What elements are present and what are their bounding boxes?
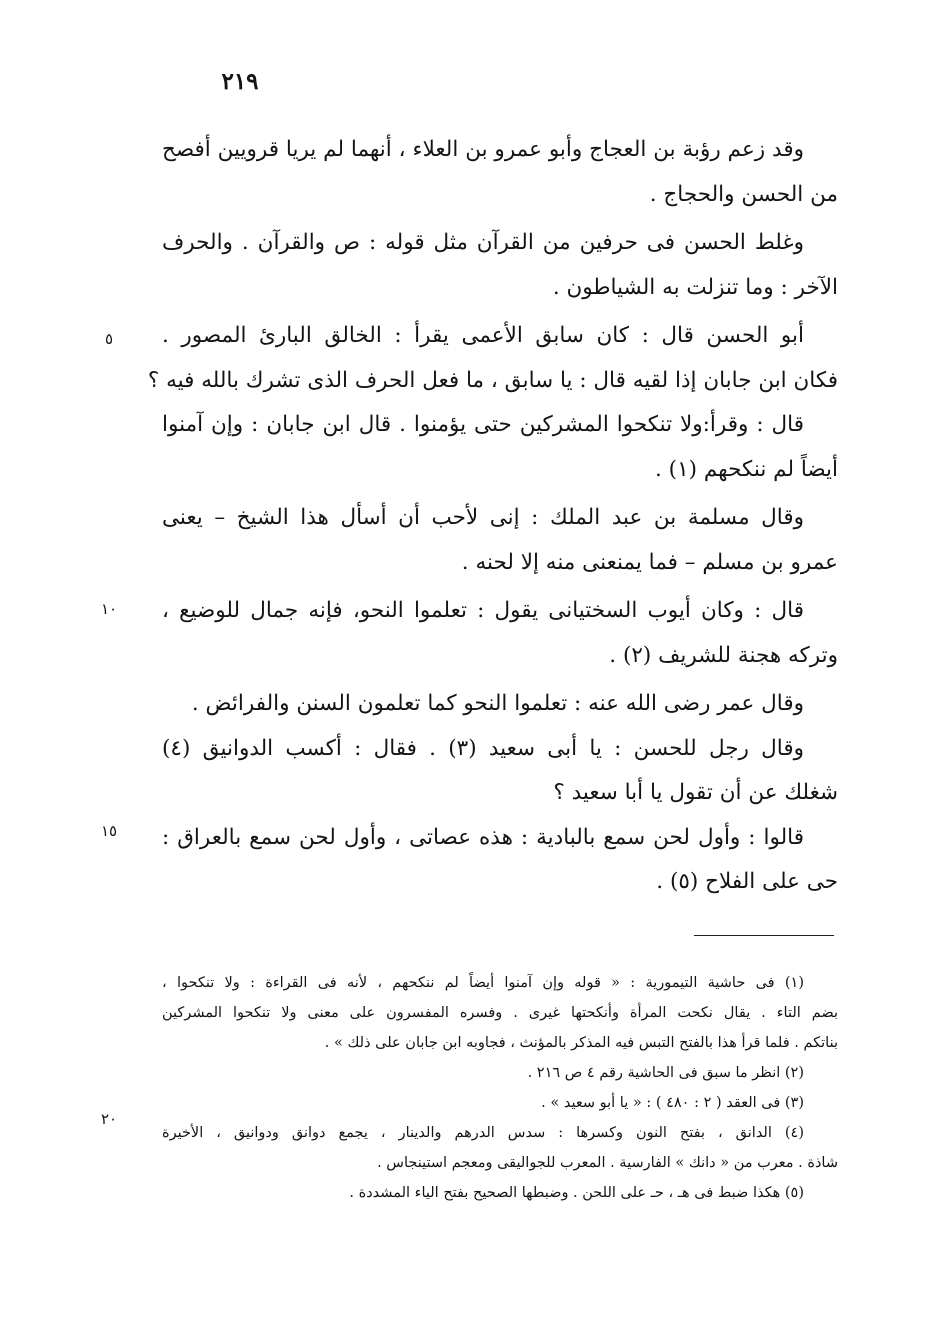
margin-line-number: ٢٠ — [100, 1110, 118, 1128]
text-line: وغلط الحسن فى حرفين من القرآن مثل قوله : ص والقرآن . والحرف — [162, 230, 804, 255]
text-line: عمرو بن مسلم – فما يمنعنى منه إلا لحنه . — [461, 549, 838, 575]
margin-line-number: ٥ — [104, 330, 114, 348]
footnote-separator — [694, 935, 834, 936]
text-line: قال : وقرأ:ولا تنكحوا المشركين حتى يؤمنوا . قال ابن جابان : وإن آمنوا — [162, 412, 804, 437]
margin-line-number: ١٠ — [100, 600, 118, 618]
footnote-line: (٢) انظر ما سبق فى الحاشية رقم ٤ ص ٢١٦ . — [527, 1065, 804, 1081]
text-line: من الحسن والحجاج . — [649, 181, 838, 207]
text-line: وتركه هجنة للشريف (٢) . — [609, 642, 838, 668]
body-text — [147, 128, 838, 905]
text-line: وقال مسلمة بن عبد الملك : إنى لأحب أن أسأل هذا الشيخ – يعنى — [162, 505, 804, 530]
footnote-line: (١) فى حاشية التيمورية : « قوله وإن آمنوا أيضاً لم ننكحهم ، لأنه فى القراءة : ولا تنكحوا ، — [162, 975, 804, 991]
text-line: قالوا : وأول لحن سمع بالبادية : هذه عصاتى ، وأول لحن سمع بالعراق : — [162, 824, 804, 850]
text-line: قال : وكان أيوب السختيانى يقول : تعلموا النحو، فإنه جمال للوضيع ، — [162, 598, 804, 623]
text-line: حى على الفلاح (٥) . — [656, 869, 838, 894]
text-line: وقد زعم رؤبة بن العجاج وأبو عمرو بن العلاء ، أنهما لم يريا قرويين أفصح — [162, 137, 804, 162]
footnote-line: (٤) الدانق ، بفتح النون وكسرها : سدس الدرهم والدينار ، يجمع دوانق ودوانيق ، الأخيرة — [162, 1125, 804, 1141]
margin-line-number: ١٥ — [100, 822, 118, 840]
footnote-line: بضم التاء . يقال نكحت المرأة وأنكحتها غيرى . وفسره المفسرون على معنى ولا تنكحوا المشركين — [162, 1005, 838, 1021]
footnote-line: بناتكم . فلما قرأ هذا بالفتح التبس فيه المذكر بالمؤنث ، فجاوبه ابن جابان على ذلك » . — [324, 1035, 838, 1051]
footnote-line: (٣) فى العقد ( ٢ : ٤٨٠ ) : « يا أبو سعيد » . — [541, 1095, 804, 1111]
page-number: ٢١٩ — [221, 68, 259, 95]
text-line: وقال عمر رضى الله عنه : تعلموا النحو كما تعلمون السنن والفرائض . — [191, 691, 804, 716]
text-line: الآخر : وما تنزلت به الشياطون . — [552, 274, 838, 300]
text-line: فكان ابن جابان إذا لقيه قال : يا سابق ، ما فعل الحرف الذى تشرك بالله فيه ؟ — [147, 367, 838, 393]
text-line: وقال رجل للحسن : يا أبى سعيد (٣) . فقال : أكسب الدوانيق (٤) — [162, 735, 804, 761]
footnotes — [162, 968, 838, 1208]
text-line: شغلك عن أن تقول يا أبا سعيد ؟ — [553, 780, 838, 805]
footnote-line: (٥) هكذا ضبط فى هـ ، حـ على اللحن . وضبطها الصحيح بفتح الياء المشددة . — [349, 1185, 804, 1201]
footnote-line: شاذة . معرب من « دانك » الفارسية . المعرب للجواليقى ومعجم استينجاس . — [377, 1155, 838, 1171]
text-line: أبو الحسن قال : كان سابق الأعمى يقرأ : الخالق البارئ المصور . — [162, 323, 804, 348]
text-line: أيضاً لم ننكحهم (١) . — [655, 456, 838, 482]
